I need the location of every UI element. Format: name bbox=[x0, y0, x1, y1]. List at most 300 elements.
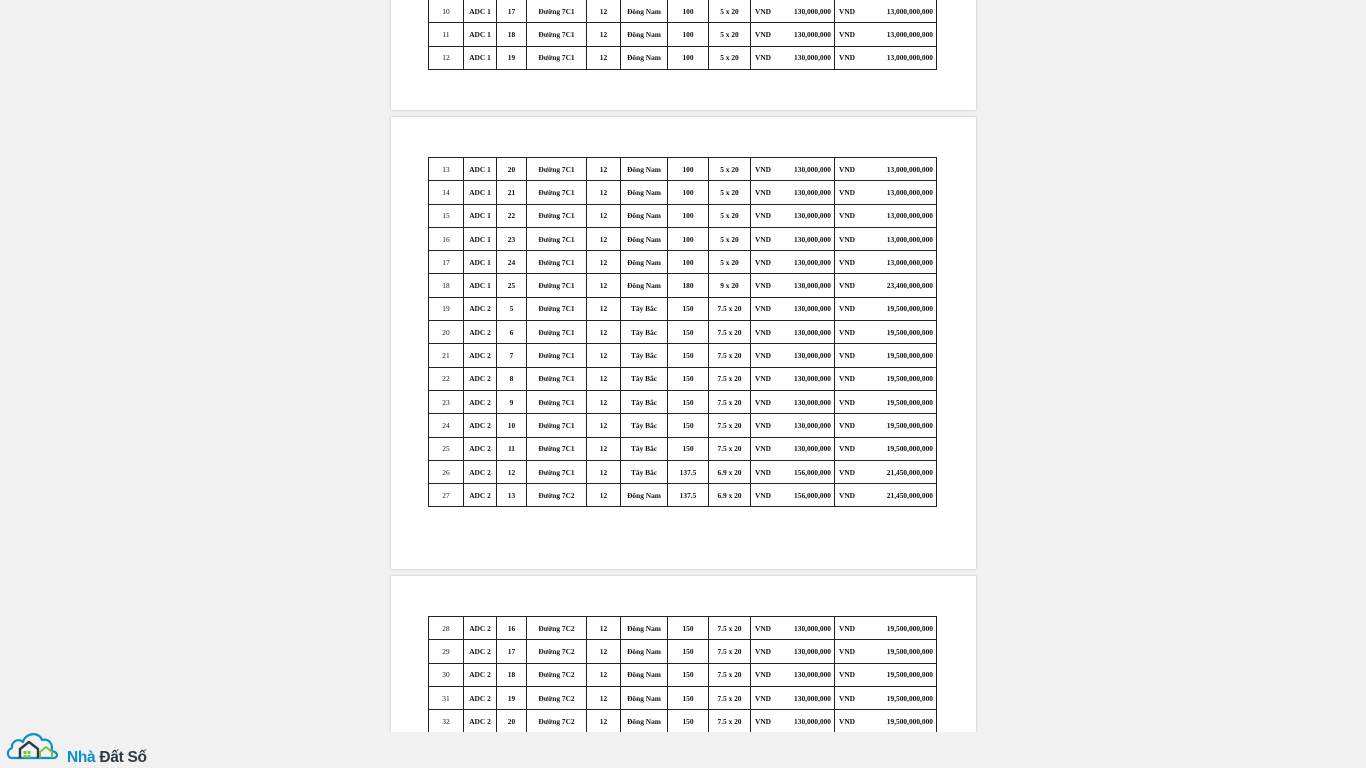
unit-price-currency: VND bbox=[755, 234, 772, 244]
area-cell: 150 bbox=[668, 663, 709, 686]
road-cell: Đường 7C1 bbox=[527, 0, 587, 23]
unit-price-cell bbox=[751, 227, 835, 250]
table-row bbox=[429, 158, 937, 181]
unit-price-value: 156,000,000 bbox=[794, 490, 831, 500]
unit-price-cell bbox=[751, 617, 835, 640]
dimensions-cell: 5 x 20 bbox=[709, 227, 751, 250]
area-cell: 150 bbox=[668, 367, 709, 390]
direction-cell: Đông Nam bbox=[621, 484, 668, 507]
unit-price-cell bbox=[751, 158, 835, 181]
direction-cell: Tây Bắc bbox=[621, 367, 668, 390]
stt-cell: 11 bbox=[429, 23, 464, 46]
unit-price-value: 130,000,000 bbox=[794, 670, 831, 680]
unit-price-cell bbox=[751, 460, 835, 483]
total-price-value: 19,500,000,000 bbox=[886, 670, 933, 680]
lot-number-cell: 16 bbox=[497, 617, 527, 640]
direction-cell: Đông Nam bbox=[621, 181, 668, 204]
table-row bbox=[429, 437, 937, 460]
block-cell: ADC 2 bbox=[464, 414, 497, 437]
block-cell: ADC 1 bbox=[464, 0, 497, 23]
total-price-value: 19,500,000,000 bbox=[886, 374, 933, 384]
lot-price-table bbox=[428, 616, 937, 732]
road-cell: Đường 7C1 bbox=[527, 23, 587, 46]
dimensions-cell: 5 x 20 bbox=[709, 181, 751, 204]
road-width-cell: 12 bbox=[587, 274, 621, 297]
total-price-currency: VND bbox=[839, 444, 856, 454]
direction-cell: Đông Nam bbox=[621, 640, 668, 663]
dimensions-cell: 5 x 20 bbox=[709, 204, 751, 227]
area-cell: 150 bbox=[668, 321, 709, 344]
footer-bar bbox=[0, 732, 1366, 768]
unit-price-value: 130,000,000 bbox=[794, 281, 831, 291]
table-row bbox=[429, 46, 937, 69]
unit-price-cell bbox=[751, 344, 835, 367]
road-width-cell: 12 bbox=[587, 46, 621, 69]
unit-price-currency: VND bbox=[755, 6, 772, 16]
total-price-currency: VND bbox=[839, 716, 856, 726]
document-page-2 bbox=[391, 117, 976, 569]
road-cell: Đường 7C1 bbox=[527, 367, 587, 390]
direction-cell: Đông Nam bbox=[621, 710, 668, 732]
direction-cell: Đông Nam bbox=[621, 274, 668, 297]
dimensions-cell: 7.5 x 20 bbox=[709, 640, 751, 663]
total-price-cell bbox=[835, 251, 937, 274]
unit-price-cell bbox=[751, 251, 835, 274]
area-cell: 100 bbox=[668, 23, 709, 46]
unit-price-cell bbox=[751, 484, 835, 507]
block-cell: ADC 2 bbox=[464, 344, 497, 367]
unit-price-value: 130,000,000 bbox=[794, 623, 831, 633]
document-page-1 bbox=[391, 0, 976, 110]
total-price-value: 13,000,000,000 bbox=[886, 187, 933, 197]
total-price-cell bbox=[835, 321, 937, 344]
unit-price-currency: VND bbox=[755, 420, 772, 430]
road-cell: Đường 7C2 bbox=[527, 663, 587, 686]
logo-text-part2: Đất Số bbox=[99, 748, 147, 766]
area-cell: 100 bbox=[668, 158, 709, 181]
lot-number-cell: 19 bbox=[497, 686, 527, 709]
unit-price-value: 130,000,000 bbox=[794, 164, 831, 174]
direction-cell: Tây Bắc bbox=[621, 414, 668, 437]
stt-cell: 18 bbox=[429, 274, 464, 297]
total-price-cell bbox=[835, 437, 937, 460]
total-price-currency: VND bbox=[839, 234, 856, 244]
dimensions-cell: 7.5 x 20 bbox=[709, 686, 751, 709]
unit-price-currency: VND bbox=[755, 646, 772, 656]
total-price-cell bbox=[835, 204, 937, 227]
total-price-value: 19,500,000,000 bbox=[886, 623, 933, 633]
lot-number-cell: 24 bbox=[497, 251, 527, 274]
lot-number-cell: 17 bbox=[497, 640, 527, 663]
total-price-currency: VND bbox=[839, 327, 856, 337]
total-price-currency: VND bbox=[839, 281, 856, 291]
lot-number-cell: 21 bbox=[497, 181, 527, 204]
road-cell: Đường 7C2 bbox=[527, 640, 587, 663]
total-price-currency: VND bbox=[839, 420, 856, 430]
dimensions-cell: 5 x 20 bbox=[709, 158, 751, 181]
lot-number-cell: 13 bbox=[497, 484, 527, 507]
total-price-cell bbox=[835, 686, 937, 709]
total-price-cell bbox=[835, 297, 937, 320]
total-price-value: 19,500,000,000 bbox=[886, 716, 933, 726]
stt-cell: 23 bbox=[429, 390, 464, 413]
area-cell: 150 bbox=[668, 686, 709, 709]
dimensions-cell: 5 x 20 bbox=[709, 23, 751, 46]
block-cell: ADC 1 bbox=[464, 227, 497, 250]
unit-price-currency: VND bbox=[755, 490, 772, 500]
area-cell: 150 bbox=[668, 414, 709, 437]
total-price-value: 13,000,000,000 bbox=[886, 211, 933, 221]
lot-number-cell: 20 bbox=[497, 158, 527, 181]
lot-price-table bbox=[428, 157, 937, 507]
road-width-cell: 12 bbox=[587, 460, 621, 483]
total-price-value: 21,450,000,000 bbox=[886, 490, 933, 500]
road-width-cell: 12 bbox=[587, 617, 621, 640]
block-cell: ADC 1 bbox=[464, 23, 497, 46]
road-width-cell: 12 bbox=[587, 640, 621, 663]
unit-price-value: 130,000,000 bbox=[794, 234, 831, 244]
total-price-currency: VND bbox=[839, 646, 856, 656]
total-price-currency: VND bbox=[839, 623, 856, 633]
direction-cell: Đông Nam bbox=[621, 686, 668, 709]
road-cell: Đường 7C2 bbox=[527, 484, 587, 507]
table-row bbox=[429, 460, 937, 483]
lot-number-cell: 5 bbox=[497, 297, 527, 320]
unit-price-cell bbox=[751, 321, 835, 344]
block-cell: ADC 1 bbox=[464, 158, 497, 181]
house-cloud-icon bbox=[6, 728, 66, 767]
unit-price-currency: VND bbox=[755, 281, 772, 291]
stt-cell: 20 bbox=[429, 321, 464, 344]
total-price-currency: VND bbox=[839, 304, 856, 314]
road-width-cell: 12 bbox=[587, 484, 621, 507]
lot-number-cell: 8 bbox=[497, 367, 527, 390]
total-price-value: 13,000,000,000 bbox=[886, 164, 933, 174]
total-price-currency: VND bbox=[839, 53, 856, 63]
unit-price-currency: VND bbox=[755, 327, 772, 337]
unit-price-currency: VND bbox=[755, 257, 772, 267]
total-price-cell bbox=[835, 710, 937, 732]
stt-cell: 10 bbox=[429, 0, 464, 23]
table-row bbox=[429, 251, 937, 274]
unit-price-value: 130,000,000 bbox=[794, 716, 831, 726]
unit-price-value: 130,000,000 bbox=[794, 351, 831, 361]
road-width-cell: 12 bbox=[587, 686, 621, 709]
road-width-cell: 12 bbox=[587, 158, 621, 181]
lot-number-cell: 9 bbox=[497, 390, 527, 413]
direction-cell: Tây Bắc bbox=[621, 390, 668, 413]
total-price-currency: VND bbox=[839, 6, 856, 16]
total-price-value: 13,000,000,000 bbox=[886, 234, 933, 244]
road-width-cell: 12 bbox=[587, 663, 621, 686]
lot-number-cell: 18 bbox=[497, 663, 527, 686]
total-price-cell bbox=[835, 460, 937, 483]
stt-cell: 17 bbox=[429, 251, 464, 274]
direction-cell: Đông Nam bbox=[621, 204, 668, 227]
area-cell: 100 bbox=[668, 251, 709, 274]
total-price-cell bbox=[835, 344, 937, 367]
road-cell: Đường 7C1 bbox=[527, 274, 587, 297]
site-logo[interactable] bbox=[6, 733, 147, 767]
total-price-value: 19,500,000,000 bbox=[886, 397, 933, 407]
area-cell: 150 bbox=[668, 617, 709, 640]
direction-cell: Tây Bắc bbox=[621, 321, 668, 344]
table-row bbox=[429, 710, 937, 732]
total-price-value: 19,500,000,000 bbox=[886, 304, 933, 314]
block-cell: ADC 2 bbox=[464, 484, 497, 507]
direction-cell: Tây Bắc bbox=[621, 297, 668, 320]
block-cell: ADC 2 bbox=[464, 367, 497, 390]
unit-price-cell bbox=[751, 23, 835, 46]
total-price-currency: VND bbox=[839, 164, 856, 174]
unit-price-cell bbox=[751, 710, 835, 732]
table-body bbox=[429, 0, 937, 69]
unit-price-value: 130,000,000 bbox=[794, 257, 831, 267]
stt-cell: 15 bbox=[429, 204, 464, 227]
road-cell: Đường 7C1 bbox=[527, 437, 587, 460]
dimensions-cell: 5 x 20 bbox=[709, 0, 751, 23]
stt-cell: 32 bbox=[429, 710, 464, 732]
total-price-value: 19,500,000,000 bbox=[886, 351, 933, 361]
stt-cell: 31 bbox=[429, 686, 464, 709]
block-cell: ADC 2 bbox=[464, 460, 497, 483]
road-cell: Đường 7C1 bbox=[527, 321, 587, 344]
road-cell: Đường 7C1 bbox=[527, 251, 587, 274]
road-width-cell: 12 bbox=[587, 297, 621, 320]
road-width-cell: 12 bbox=[587, 367, 621, 390]
road-cell: Đường 7C2 bbox=[527, 686, 587, 709]
block-cell: ADC 2 bbox=[464, 710, 497, 732]
dimensions-cell: 7.5 x 20 bbox=[709, 321, 751, 344]
total-price-currency: VND bbox=[839, 351, 856, 361]
total-price-currency: VND bbox=[839, 467, 856, 477]
table-row bbox=[429, 204, 937, 227]
direction-cell: Đông Nam bbox=[621, 617, 668, 640]
unit-price-value: 130,000,000 bbox=[794, 6, 831, 16]
direction-cell: Đông Nam bbox=[621, 46, 668, 69]
unit-price-cell bbox=[751, 414, 835, 437]
stt-cell: 26 bbox=[429, 460, 464, 483]
dimensions-cell: 5 x 20 bbox=[709, 251, 751, 274]
total-price-cell bbox=[835, 227, 937, 250]
block-cell: ADC 2 bbox=[464, 663, 497, 686]
table-row bbox=[429, 390, 937, 413]
area-cell: 100 bbox=[668, 227, 709, 250]
road-width-cell: 12 bbox=[587, 251, 621, 274]
direction-cell: Tây Bắc bbox=[621, 344, 668, 367]
road-cell: Đường 7C1 bbox=[527, 204, 587, 227]
stt-cell: 13 bbox=[429, 158, 464, 181]
total-price-cell bbox=[835, 390, 937, 413]
table-row bbox=[429, 414, 937, 437]
lot-number-cell: 25 bbox=[497, 274, 527, 297]
road-width-cell: 12 bbox=[587, 321, 621, 344]
total-price-cell bbox=[835, 23, 937, 46]
total-price-cell bbox=[835, 274, 937, 297]
unit-price-currency: VND bbox=[755, 444, 772, 454]
road-cell: Đường 7C2 bbox=[527, 710, 587, 732]
road-width-cell: 12 bbox=[587, 344, 621, 367]
area-cell: 180 bbox=[668, 274, 709, 297]
unit-price-currency: VND bbox=[755, 670, 772, 680]
dimensions-cell: 6.9 x 20 bbox=[709, 484, 751, 507]
unit-price-currency: VND bbox=[755, 211, 772, 221]
area-cell: 100 bbox=[668, 181, 709, 204]
total-price-currency: VND bbox=[839, 490, 856, 500]
road-width-cell: 12 bbox=[587, 181, 621, 204]
total-price-cell bbox=[835, 484, 937, 507]
logo-text-part1: Nhà bbox=[67, 748, 100, 766]
block-cell: ADC 2 bbox=[464, 640, 497, 663]
dimensions-cell: 7.5 x 20 bbox=[709, 297, 751, 320]
road-width-cell: 12 bbox=[587, 390, 621, 413]
total-price-currency: VND bbox=[839, 693, 856, 703]
stt-cell: 19 bbox=[429, 297, 464, 320]
block-cell: ADC 2 bbox=[464, 437, 497, 460]
road-cell: Đường 7C1 bbox=[527, 181, 587, 204]
table-row bbox=[429, 663, 937, 686]
table-row bbox=[429, 181, 937, 204]
direction-cell: Đông Nam bbox=[621, 227, 668, 250]
total-price-currency: VND bbox=[839, 29, 856, 39]
unit-price-cell bbox=[751, 46, 835, 69]
unit-price-cell bbox=[751, 686, 835, 709]
unit-price-cell bbox=[751, 640, 835, 663]
road-cell: Đường 7C1 bbox=[527, 297, 587, 320]
area-cell: 100 bbox=[668, 0, 709, 23]
area-cell: 100 bbox=[668, 204, 709, 227]
total-price-currency: VND bbox=[839, 211, 856, 221]
direction-cell: Tây Bắc bbox=[621, 460, 668, 483]
total-price-value: 21,450,000,000 bbox=[886, 467, 933, 477]
unit-price-value: 130,000,000 bbox=[794, 211, 831, 221]
document-page-3 bbox=[391, 576, 976, 732]
stt-cell: 25 bbox=[429, 437, 464, 460]
total-price-cell bbox=[835, 414, 937, 437]
unit-price-value: 130,000,000 bbox=[794, 374, 831, 384]
unit-price-cell bbox=[751, 0, 835, 23]
table-row bbox=[429, 640, 937, 663]
unit-price-currency: VND bbox=[755, 374, 772, 384]
unit-price-cell bbox=[751, 274, 835, 297]
block-cell: ADC 1 bbox=[464, 46, 497, 69]
lot-price-table bbox=[428, 0, 937, 70]
area-cell: 100 bbox=[668, 46, 709, 69]
table-row bbox=[429, 686, 937, 709]
stt-cell: 30 bbox=[429, 663, 464, 686]
total-price-cell bbox=[835, 663, 937, 686]
block-cell: ADC 2 bbox=[464, 297, 497, 320]
unit-price-currency: VND bbox=[755, 351, 772, 361]
total-price-currency: VND bbox=[839, 187, 856, 197]
lot-number-cell: 20 bbox=[497, 710, 527, 732]
area-cell: 150 bbox=[668, 640, 709, 663]
unit-price-currency: VND bbox=[755, 397, 772, 407]
direction-cell: Tây Bắc bbox=[621, 437, 668, 460]
total-price-cell bbox=[835, 617, 937, 640]
unit-price-currency: VND bbox=[755, 164, 772, 174]
dimensions-cell: 7.5 x 20 bbox=[709, 663, 751, 686]
total-price-value: 23,400,000,000 bbox=[886, 281, 933, 291]
area-cell: 150 bbox=[668, 390, 709, 413]
unit-price-value: 130,000,000 bbox=[794, 420, 831, 430]
total-price-value: 13,000,000,000 bbox=[886, 257, 933, 267]
road-cell: Đường 7C2 bbox=[527, 617, 587, 640]
lot-number-cell: 18 bbox=[497, 23, 527, 46]
table-row bbox=[429, 274, 937, 297]
unit-price-value: 130,000,000 bbox=[794, 327, 831, 337]
table-row bbox=[429, 367, 937, 390]
unit-price-value: 130,000,000 bbox=[794, 187, 831, 197]
total-price-currency: VND bbox=[839, 257, 856, 267]
stt-cell: 21 bbox=[429, 344, 464, 367]
unit-price-currency: VND bbox=[755, 304, 772, 314]
unit-price-cell bbox=[751, 181, 835, 204]
dimensions-cell: 7.5 x 20 bbox=[709, 414, 751, 437]
road-cell: Đường 7C1 bbox=[527, 158, 587, 181]
total-price-cell bbox=[835, 367, 937, 390]
table-row bbox=[429, 227, 937, 250]
road-cell: Đường 7C1 bbox=[527, 414, 587, 437]
table-body bbox=[429, 617, 937, 733]
road-width-cell: 12 bbox=[587, 23, 621, 46]
lot-number-cell: 19 bbox=[497, 46, 527, 69]
dimensions-cell: 7.5 x 20 bbox=[709, 390, 751, 413]
unit-price-value: 156,000,000 bbox=[794, 467, 831, 477]
lot-number-cell: 23 bbox=[497, 227, 527, 250]
total-price-value: 19,500,000,000 bbox=[886, 693, 933, 703]
block-cell: ADC 1 bbox=[464, 204, 497, 227]
block-cell: ADC 1 bbox=[464, 251, 497, 274]
unit-price-value: 130,000,000 bbox=[794, 693, 831, 703]
unit-price-currency: VND bbox=[755, 623, 772, 633]
stt-cell: 22 bbox=[429, 367, 464, 390]
table-row bbox=[429, 297, 937, 320]
unit-price-cell bbox=[751, 297, 835, 320]
dimensions-cell: 7.5 x 20 bbox=[709, 344, 751, 367]
lot-number-cell: 12 bbox=[497, 460, 527, 483]
unit-price-cell bbox=[751, 390, 835, 413]
total-price-value: 13,000,000,000 bbox=[886, 53, 933, 63]
table-row bbox=[429, 484, 937, 507]
unit-price-value: 130,000,000 bbox=[794, 646, 831, 656]
unit-price-currency: VND bbox=[755, 53, 772, 63]
direction-cell: Đông Nam bbox=[621, 251, 668, 274]
total-price-currency: VND bbox=[839, 374, 856, 384]
table-row bbox=[429, 321, 937, 344]
table-row bbox=[429, 344, 937, 367]
unit-price-value: 130,000,000 bbox=[794, 29, 831, 39]
stt-cell: 14 bbox=[429, 181, 464, 204]
area-cell: 150 bbox=[668, 344, 709, 367]
unit-price-value: 130,000,000 bbox=[794, 53, 831, 63]
dimensions-cell: 6.9 x 20 bbox=[709, 460, 751, 483]
unit-price-cell bbox=[751, 367, 835, 390]
total-price-value: 19,500,000,000 bbox=[886, 327, 933, 337]
area-cell: 150 bbox=[668, 710, 709, 732]
road-width-cell: 12 bbox=[587, 414, 621, 437]
area-cell: 150 bbox=[668, 297, 709, 320]
dimensions-cell: 7.5 x 20 bbox=[709, 367, 751, 390]
unit-price-value: 130,000,000 bbox=[794, 444, 831, 454]
lot-number-cell: 6 bbox=[497, 321, 527, 344]
road-cell: Đường 7C1 bbox=[527, 344, 587, 367]
block-cell: ADC 2 bbox=[464, 321, 497, 344]
unit-price-currency: VND bbox=[755, 716, 772, 726]
road-width-cell: 12 bbox=[587, 204, 621, 227]
total-price-cell bbox=[835, 181, 937, 204]
block-cell: ADC 2 bbox=[464, 686, 497, 709]
